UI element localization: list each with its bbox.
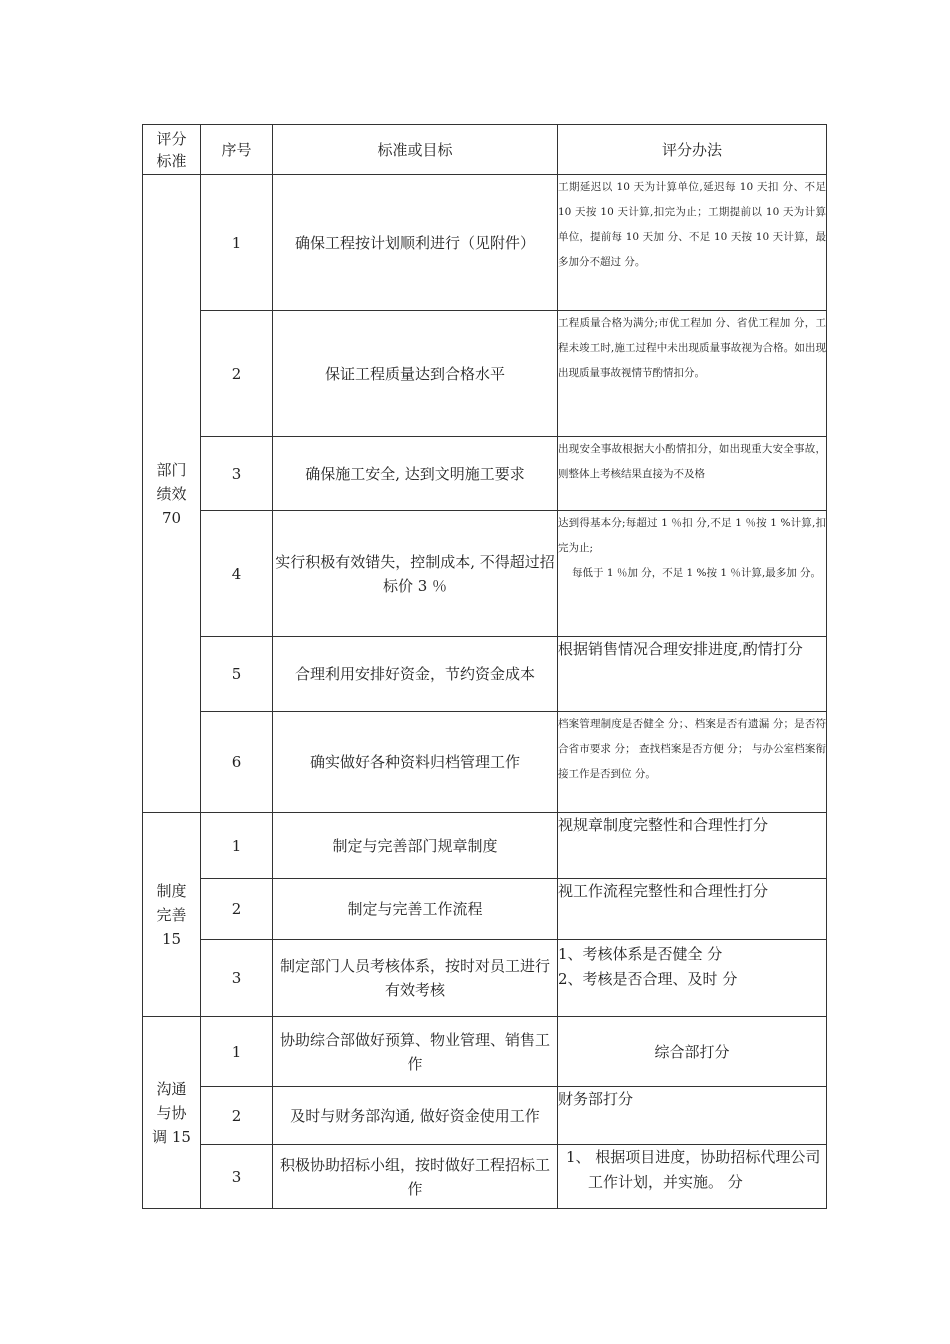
- table-row: [143, 511, 827, 637]
- header-category: [143, 125, 201, 175]
- row-method: [558, 437, 827, 511]
- row-standard: 制定与完善部门规章制度: [273, 813, 558, 879]
- row-standard: 积极协助招标小组，按时做好工程招标工作: [273, 1145, 558, 1209]
- method-text: 财务部打分: [558, 1090, 634, 1108]
- header-row: [143, 125, 827, 175]
- group-name-line: 与协: [156, 1103, 187, 1122]
- table-row: [143, 1145, 827, 1209]
- row-method: [558, 879, 827, 940]
- method-text: 达到得基本分;每超过 1 ％扣 分,不足 1 ％按 1 %计算,扣完为止;: [558, 517, 826, 554]
- method-text: 根据销售情况合理安排进度,酌情打分: [558, 640, 803, 658]
- table-row: [143, 813, 827, 879]
- row-standard: 制定与完善工作流程: [273, 879, 558, 940]
- row-no: 1: [201, 813, 273, 879]
- method-text: 1、考核体系是否健全 分: [558, 945, 723, 963]
- row-standard: 协助综合部做好预算、物业管理、销售工作: [273, 1017, 558, 1087]
- header-no: 序号: [201, 125, 273, 175]
- method-text: 档案管理制度是否健全 分；、档案是否有遗漏 分；是否符合省市要求 分； 查找档案是否方便 分； 与办公室档案衔接工作是否到位 分。: [558, 718, 826, 780]
- table-row: [143, 637, 827, 712]
- group-name-line: 调 15: [152, 1127, 191, 1146]
- group-name-performance: [143, 175, 201, 813]
- group-name-line: 部门: [156, 460, 187, 479]
- row-method: [558, 1017, 827, 1087]
- row-standard: 确实做好各种资料归档管理工作: [273, 712, 558, 813]
- row-method: [558, 1087, 827, 1145]
- group-name-system: [143, 813, 201, 1017]
- table-row: [143, 437, 827, 511]
- row-no: 3: [201, 437, 273, 511]
- row-standard: 及时与财务部沟通, 做好资金使用工作: [273, 1087, 558, 1145]
- group-name-line: 15: [161, 929, 182, 948]
- row-method: [558, 940, 827, 1017]
- header-method: 评分办法: [558, 125, 827, 175]
- method-text: 工期延迟以 10 天为计算单位,延迟每 10 天扣 分、不足 10 天按 10 天计算,扣完为止；工期提前以 10 天为计算单位，提前每 10 天加 分、不足 10 天按 10 天计算，最多加分不超过 分。: [558, 181, 826, 268]
- table-row: [143, 1017, 827, 1087]
- method-text: 视工作流程完整性和合理性打分: [558, 882, 769, 900]
- row-method: [558, 175, 827, 311]
- method-text: 每低于 1 ％加 分，不足 1 %按 1 ％计算,最多加 分。: [572, 567, 822, 579]
- row-method: [558, 311, 827, 437]
- method-text: 1、 根据项目进度，协助招标代理公司工作计划，并实施。 分: [566, 1148, 821, 1191]
- group-name-line: 制度: [156, 881, 187, 900]
- row-method: [558, 511, 827, 637]
- header-category-line-2: 标准: [156, 151, 187, 170]
- row-no: 2: [201, 311, 273, 437]
- group-name-line: 绩效: [156, 484, 187, 503]
- row-no: 4: [201, 511, 273, 637]
- row-standard: 确保工程按计划顺利进行（见附件）: [273, 175, 558, 311]
- table-row: [143, 712, 827, 813]
- method-text: 出现安全事故根据大小酌情扣分，如出现重大安全事故，则整体上考核结果直接为不及格: [558, 443, 826, 480]
- row-method: [558, 813, 827, 879]
- method-text: 工程质量合格为满分;市优工程加 分、省优工程加 分，工程未竣工时,施工过程中未出现质量事故视为合格。如出现出现质量事故视情节酌情扣分。: [558, 317, 826, 379]
- performance-score-table: [142, 124, 827, 1209]
- row-standard: 制定部门人员考核体系，按时对员工进行有效考核: [273, 940, 558, 1017]
- row-method: [558, 1145, 827, 1209]
- table-row: [143, 940, 827, 1017]
- row-standard: 保证工程质量达到合格水平: [273, 311, 558, 437]
- row-no: 5: [201, 637, 273, 712]
- row-no: 1: [201, 175, 273, 311]
- row-no: 3: [201, 940, 273, 1017]
- row-no: 2: [201, 1087, 273, 1145]
- group-name-line: 完善: [156, 905, 187, 924]
- group-name-communication: [143, 1017, 201, 1209]
- row-method: [558, 637, 827, 712]
- method-text: 综合部打分: [654, 1043, 730, 1061]
- header-standard: 标准或目标: [273, 125, 558, 175]
- group-name-line: 70: [161, 508, 182, 527]
- table-row: [143, 879, 827, 940]
- row-no: 2: [201, 879, 273, 940]
- row-no: 3: [201, 1145, 273, 1209]
- row-method: [558, 712, 827, 813]
- table-row: [143, 311, 827, 437]
- table-row: [143, 175, 827, 311]
- row-standard: 确保施工安全, 达到文明施工要求: [273, 437, 558, 511]
- row-standard: 实行积极有效错失，控制成本, 不得超过招标价 3 ％: [273, 511, 558, 637]
- method-text: 视规章制度完整性和合理性打分: [558, 816, 769, 834]
- row-standard: 合理利用安排好资金，节约资金成本: [273, 637, 558, 712]
- row-no: 1: [201, 1017, 273, 1087]
- table-row: [143, 1087, 827, 1145]
- header-category-line-1: 评分: [156, 129, 187, 148]
- row-no: 6: [201, 712, 273, 813]
- group-name-line: 沟通: [156, 1079, 187, 1098]
- method-text: 2、考核是否合理、及时 分: [558, 970, 738, 988]
